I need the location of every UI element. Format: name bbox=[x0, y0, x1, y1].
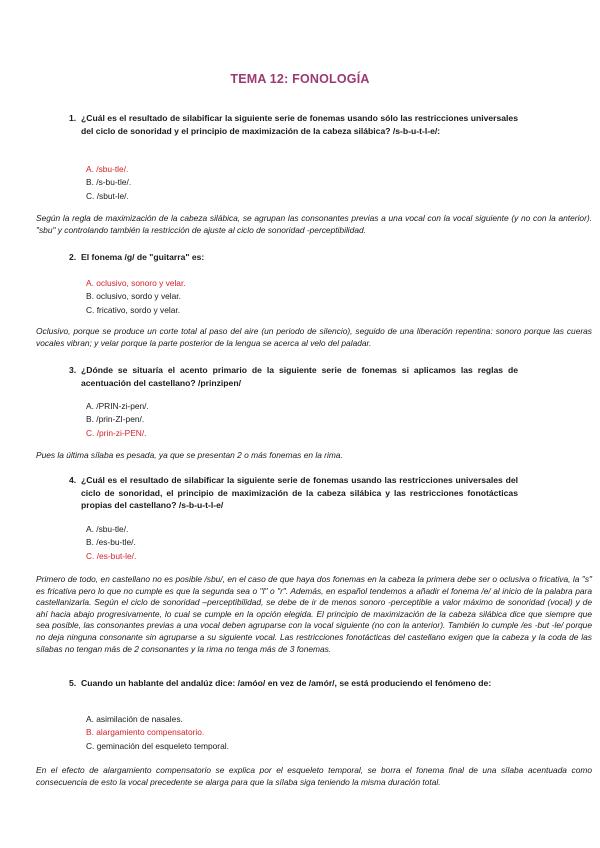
option-a: A. asimilación de nasales. bbox=[86, 714, 183, 724]
options-1 bbox=[86, 163, 131, 203]
option-b: B. alargamiento compensatorio. bbox=[86, 727, 205, 738]
question-text: ¿Cuál es el resultado de silabificar la siguiente serie de fonemas usando sólo las restricciones universales del ciclo de sonoridad y el principio de maximización de la cabeza silábica? /s-b-u-t-l-e/: bbox=[81, 113, 518, 136]
page-title: TEMA 12: FONOLOGÍA bbox=[230, 72, 370, 86]
question-3 bbox=[69, 364, 518, 389]
question-number: 5. bbox=[69, 678, 77, 688]
question-text: El fonema /g/ de "guitarra" es: bbox=[81, 252, 205, 262]
option-c: C. /prin-zi-PEN/. bbox=[86, 427, 147, 438]
options-2 bbox=[86, 277, 186, 317]
option-b: B. oclusivo, sordo y velar. bbox=[86, 291, 181, 302]
option-a: A. /sbu-tle/. bbox=[86, 164, 129, 174]
options-3 bbox=[86, 400, 149, 440]
options-4 bbox=[86, 523, 136, 563]
question-4 bbox=[69, 474, 518, 512]
explanation-4: Primero de todo, en castellano no es posible /sbu/, en el caso de que haya dos fonemas en la cabeza la primera debe ser o oclusiva o fricativa, la "s" es fricativa pero lo que no cumple es que la segunda sea o "l" o "r". Además, en español tendemos a añadir el fonema /e/ al inicio de la palabra para castellanizarla. Según el ciclo de sonoridad –perceptibilidad, se debe de ir de menos sonoro -perceptible a valor máximo de sonoridad (vocal) y de ahí hacia abajo progresivamente, lo cual se cumple en la opción elegida. El principio de maximización de la cabeza silábica dice que siempre que sea posible, las consonantes previas a una vocal deben agruparse con la vocal siguiente (no con la anterior). También lo cumple /es -but -le/ porque no deja ninguna consonante sin agruparse a su siguiente vocal. Las restricciones fonotácticas del castellano exigen que la cabeza y la coda de las sílabas no tengan más de 2 consonantes y la rima no tenga más de 3 fonemas. bbox=[36, 574, 592, 654]
option-b: B. /s-bu-tle/. bbox=[86, 177, 132, 188]
option-b: B. /es-bu-tle/. bbox=[86, 537, 136, 548]
explanation-5: En el efecto de alargamiento compensatorio se explica por el esqueleto temporal, se borra el fonema final de una sílaba acentuada como consecuencia de esto la vocal precedente se alarga para que la sílaba siga teniendo la misma duración total. bbox=[36, 765, 592, 787]
question-2 bbox=[69, 251, 518, 264]
explanation-3: Pues la última sílaba es pesada, ya que se presentan 2 o más fonemas en la rima. bbox=[36, 450, 343, 460]
option-c: C. /sbut-le/. bbox=[86, 190, 129, 201]
question-1 bbox=[69, 112, 518, 137]
option-b: B. /prin-ZI-pen/. bbox=[86, 414, 145, 425]
question-text: ¿Cuál es el resultado de silabificar la siguiente serie de fonemas usando las restricciones universales del ciclo de sonoridad, el principio de maximización de la cabeza silábica y las restricciones fonotácticas propias del castellano? /s-b-u-t-l-e/ bbox=[81, 475, 518, 511]
question-number: 2. bbox=[69, 252, 77, 262]
option-a: A. oclusivo, sonoro y velar. bbox=[86, 278, 186, 288]
question-text: ¿Dónde se situaría el acento primario de la siguiente serie de fonemas si aplicamos las reglas de acentuación del castellano? /prinzipen/ bbox=[81, 365, 518, 388]
option-c: C. fricativo, sordo y velar. bbox=[86, 304, 181, 315]
question-number: 4. bbox=[69, 475, 77, 485]
explanation-1: Según la regla de maximización de la cabeza silábica, se agrupan las consonantes previas a una vocal con la vocal siguiente (y no con la anterior). "sbu" y controlando también la restricción de ajuste al ciclo de sonoridad -perceptibilidad. bbox=[36, 213, 592, 235]
question-number: 3. bbox=[69, 365, 77, 375]
option-c: C. /es-but-le/. bbox=[86, 550, 137, 561]
explanation-2: Oclusivo, porque se produce un corte total al paso del aire (un periodo de silencio), seguido de una liberación repentina: sonoro porque las cueras vocales vibran; y velar porque la parte posterior de la lengua se acerca al velo del paladar. bbox=[36, 326, 592, 348]
options-5 bbox=[86, 713, 229, 753]
option-a: A. /sbu-tle/. bbox=[86, 524, 129, 534]
option-a: A. /PRIN-zi-pen/. bbox=[86, 401, 149, 411]
question-number: 1. bbox=[69, 113, 77, 123]
option-c: C. geminación del esqueleto temporal. bbox=[86, 740, 229, 751]
question-5 bbox=[69, 677, 518, 690]
question-text: Cuando un hablante del andalúz dice: /amóo/ en vez de /amór/, se está produciendo el fenómeno de: bbox=[81, 678, 492, 688]
